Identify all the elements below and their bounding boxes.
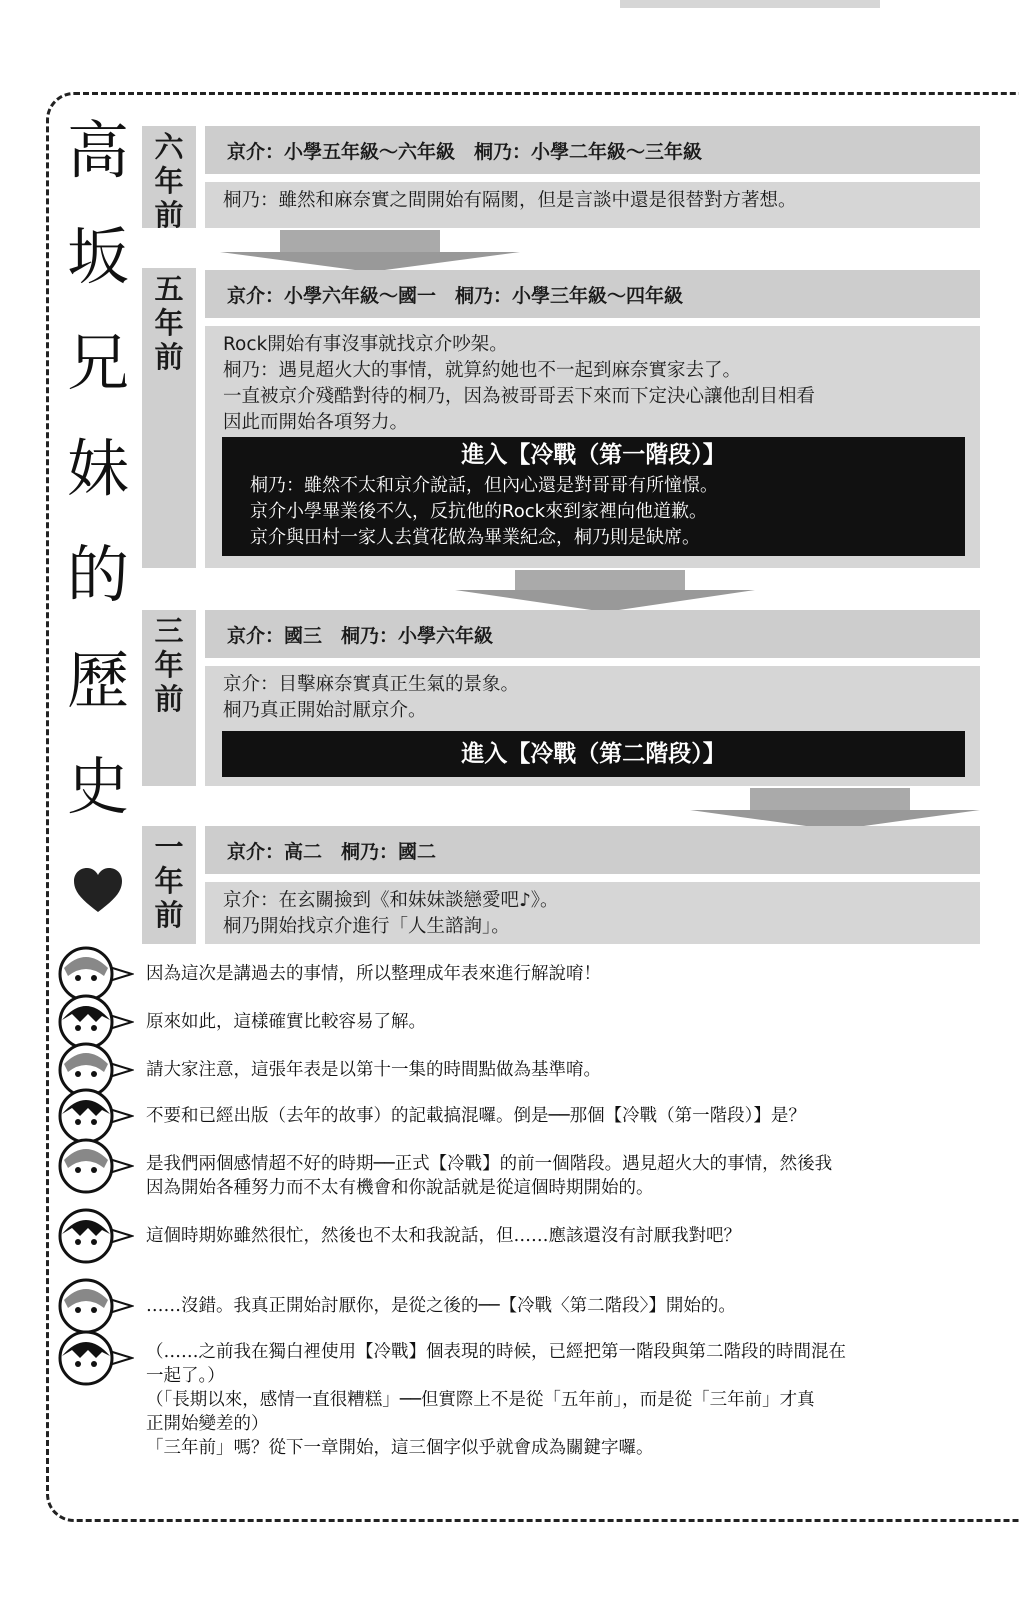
phase-title: 進入【冷戰（第二階段）】 xyxy=(461,741,726,767)
heart-icon xyxy=(72,866,124,914)
side-title-char: 妹 xyxy=(66,432,129,505)
era-notes xyxy=(205,882,980,944)
era-header: 京介：小學六年級～國一 桐乃：小學三年級～四年級 xyxy=(205,270,980,318)
dialogue-line: 不要和已經出版（去年的故事）的記載搞混囉。倒是──那個【冷戰（第一階段）】是？ xyxy=(146,1106,806,1126)
note-line: Rock開始有事沒事就找京介吵架。 xyxy=(223,334,508,355)
dialogue-text xyxy=(146,1010,996,1034)
dialogue-text xyxy=(146,1152,996,1200)
down-arrow-icon xyxy=(220,230,520,272)
down-arrow-icon xyxy=(455,570,755,612)
dialogue-entry-kyosuke xyxy=(56,1086,996,1142)
era-header: 京介：國三 桐乃：小學六年級 xyxy=(205,610,980,658)
cold-war-phase-two-box xyxy=(222,731,965,777)
phase-line: 京介與田村一家人去賞花做為畢業紀念，桐乃則是缺席。 xyxy=(250,527,700,548)
dialogue-entry-kyosuke xyxy=(56,1328,996,1468)
down-arrow-icon xyxy=(690,788,980,830)
side-title-char: 兄 xyxy=(66,326,129,399)
kyosuke-avatar-icon xyxy=(56,1206,134,1266)
dialogue-line: 因為開始各種努力而不太有機會和你說話就是從這個時期開始的。 xyxy=(146,1178,654,1198)
dialogue-line: 是我們兩個感情超不好的時期──正式【冷戰】的前一個階段。遇見超火大的事情，然後我 xyxy=(146,1154,833,1174)
dialogue-text xyxy=(146,962,996,986)
kirino-avatar-icon xyxy=(56,1136,134,1196)
era-label-five-years xyxy=(142,268,196,568)
era-header: 京介：高二 桐乃：國二 xyxy=(205,826,980,874)
dialogue-entry-kyosuke xyxy=(56,1206,996,1262)
dialogue-line: （「長期以來，感情一直很糟糕」──但實際上不是從「五年前」，而是從「三年前」才真 xyxy=(146,1390,815,1410)
phase-line: 京介小學畢業後不久，反抗他的Rock來到家裡向他道歉。 xyxy=(250,501,708,522)
dialogue-line: 正開始變差的） xyxy=(146,1414,269,1434)
cold-war-phase-one-box xyxy=(222,437,965,556)
note-line: 桐乃：雖然和麻奈實之間開始有隔閡，但是言談中還是很替對方著想。 xyxy=(223,190,797,211)
note-line: 因此而開始各項努力。 xyxy=(223,412,409,433)
note-line: 京介：目擊麻奈實真正生氣的景象。 xyxy=(223,674,520,695)
dialogue-line: 請大家注意，這張年表是以第十一集的時間點做為基準唷。 xyxy=(146,1060,601,1080)
kyosuke-avatar-icon xyxy=(56,1328,134,1388)
dialogue-line: 這個時期妳雖然很忙，然後也不太和我說話，但……應該還沒有討厭我對吧？ xyxy=(146,1226,741,1246)
dialogue-entry-kirino xyxy=(56,1276,996,1332)
era-label-one-year xyxy=(142,826,196,944)
era-char: 前 xyxy=(154,340,184,374)
side-title-char: 歷 xyxy=(66,644,129,717)
note-line: 桐乃：遇見超火大的事情，就算約她也不一起到麻奈實家去了。 xyxy=(223,360,742,381)
era-char: 年 xyxy=(154,306,184,340)
dialogue-text xyxy=(146,1294,996,1318)
note-line: 桐乃真正開始討厭京介。 xyxy=(223,700,427,721)
dialogue-text xyxy=(146,1058,996,1082)
dialogue-line: 一起了。） xyxy=(146,1366,225,1386)
era-label-six-years xyxy=(142,126,196,232)
dialogue-line: 因為這次是講過去的事情，所以整理成年表來進行解說唷！ xyxy=(146,964,601,984)
dialogue-entry-kirino xyxy=(56,1136,996,1206)
era-label-three-years xyxy=(142,610,196,786)
note-line: 一直被京介殘酷對待的桐乃，因為被哥哥丟下來而下定決心讓他刮目相看 xyxy=(223,386,816,407)
era-char: 六 xyxy=(154,130,184,164)
era-char: 前 xyxy=(154,682,184,716)
era-char: 年 xyxy=(154,164,184,198)
note-line: 京介：在玄關撿到《和妹妹談戀愛吧♪》。 xyxy=(223,890,559,911)
side-title-char: 坂 xyxy=(66,220,129,293)
side-title xyxy=(62,114,134,914)
dialogue-line: 「三年前」嗎？從下一章開始，這三個字似乎就會成為關鍵字囉。 xyxy=(146,1438,654,1458)
era-header: 京介：小學五年級～六年級 桐乃：小學二年級～三年級 xyxy=(205,126,980,174)
phase-title: 進入【冷戰（第一階段）】 xyxy=(461,442,726,468)
note-line: 桐乃開始找京介進行「人生諮詢」。 xyxy=(223,916,510,937)
era-char: 一 xyxy=(154,830,184,864)
era-char: 五 xyxy=(154,272,184,306)
side-title-char: 高 xyxy=(66,114,129,187)
top-scan-edge xyxy=(620,0,880,8)
side-title-char: 的 xyxy=(66,538,129,611)
dialogue-line: （……之前我在獨白裡使用【冷戰】個表現的時候，已經把第一階段與第二階段的時間混在 xyxy=(146,1342,846,1362)
kirino-avatar-icon xyxy=(56,1276,134,1336)
dialogue-text xyxy=(146,1224,996,1248)
dialogue-line: 原來如此，這樣確實比較容易了解。 xyxy=(146,1012,426,1032)
era-char: 三 xyxy=(154,614,184,648)
era-char: 前 xyxy=(154,198,184,232)
era-char: 前 xyxy=(154,898,184,932)
dialogue-text xyxy=(146,1340,996,1460)
phase-line: 桐乃：雖然不太和京介說話，但內心還是對哥哥有所憧憬。 xyxy=(250,475,718,496)
dialogue-line: ……沒錯。我真正開始討厭你，是從之後的──【冷戰〈第二階段〉】開始的。 xyxy=(146,1296,736,1316)
dialogue-text xyxy=(146,1104,996,1128)
side-title-char: 史 xyxy=(66,750,129,823)
era-char: 年 xyxy=(154,864,184,898)
era-char: 年 xyxy=(154,648,184,682)
era-notes xyxy=(205,182,980,228)
